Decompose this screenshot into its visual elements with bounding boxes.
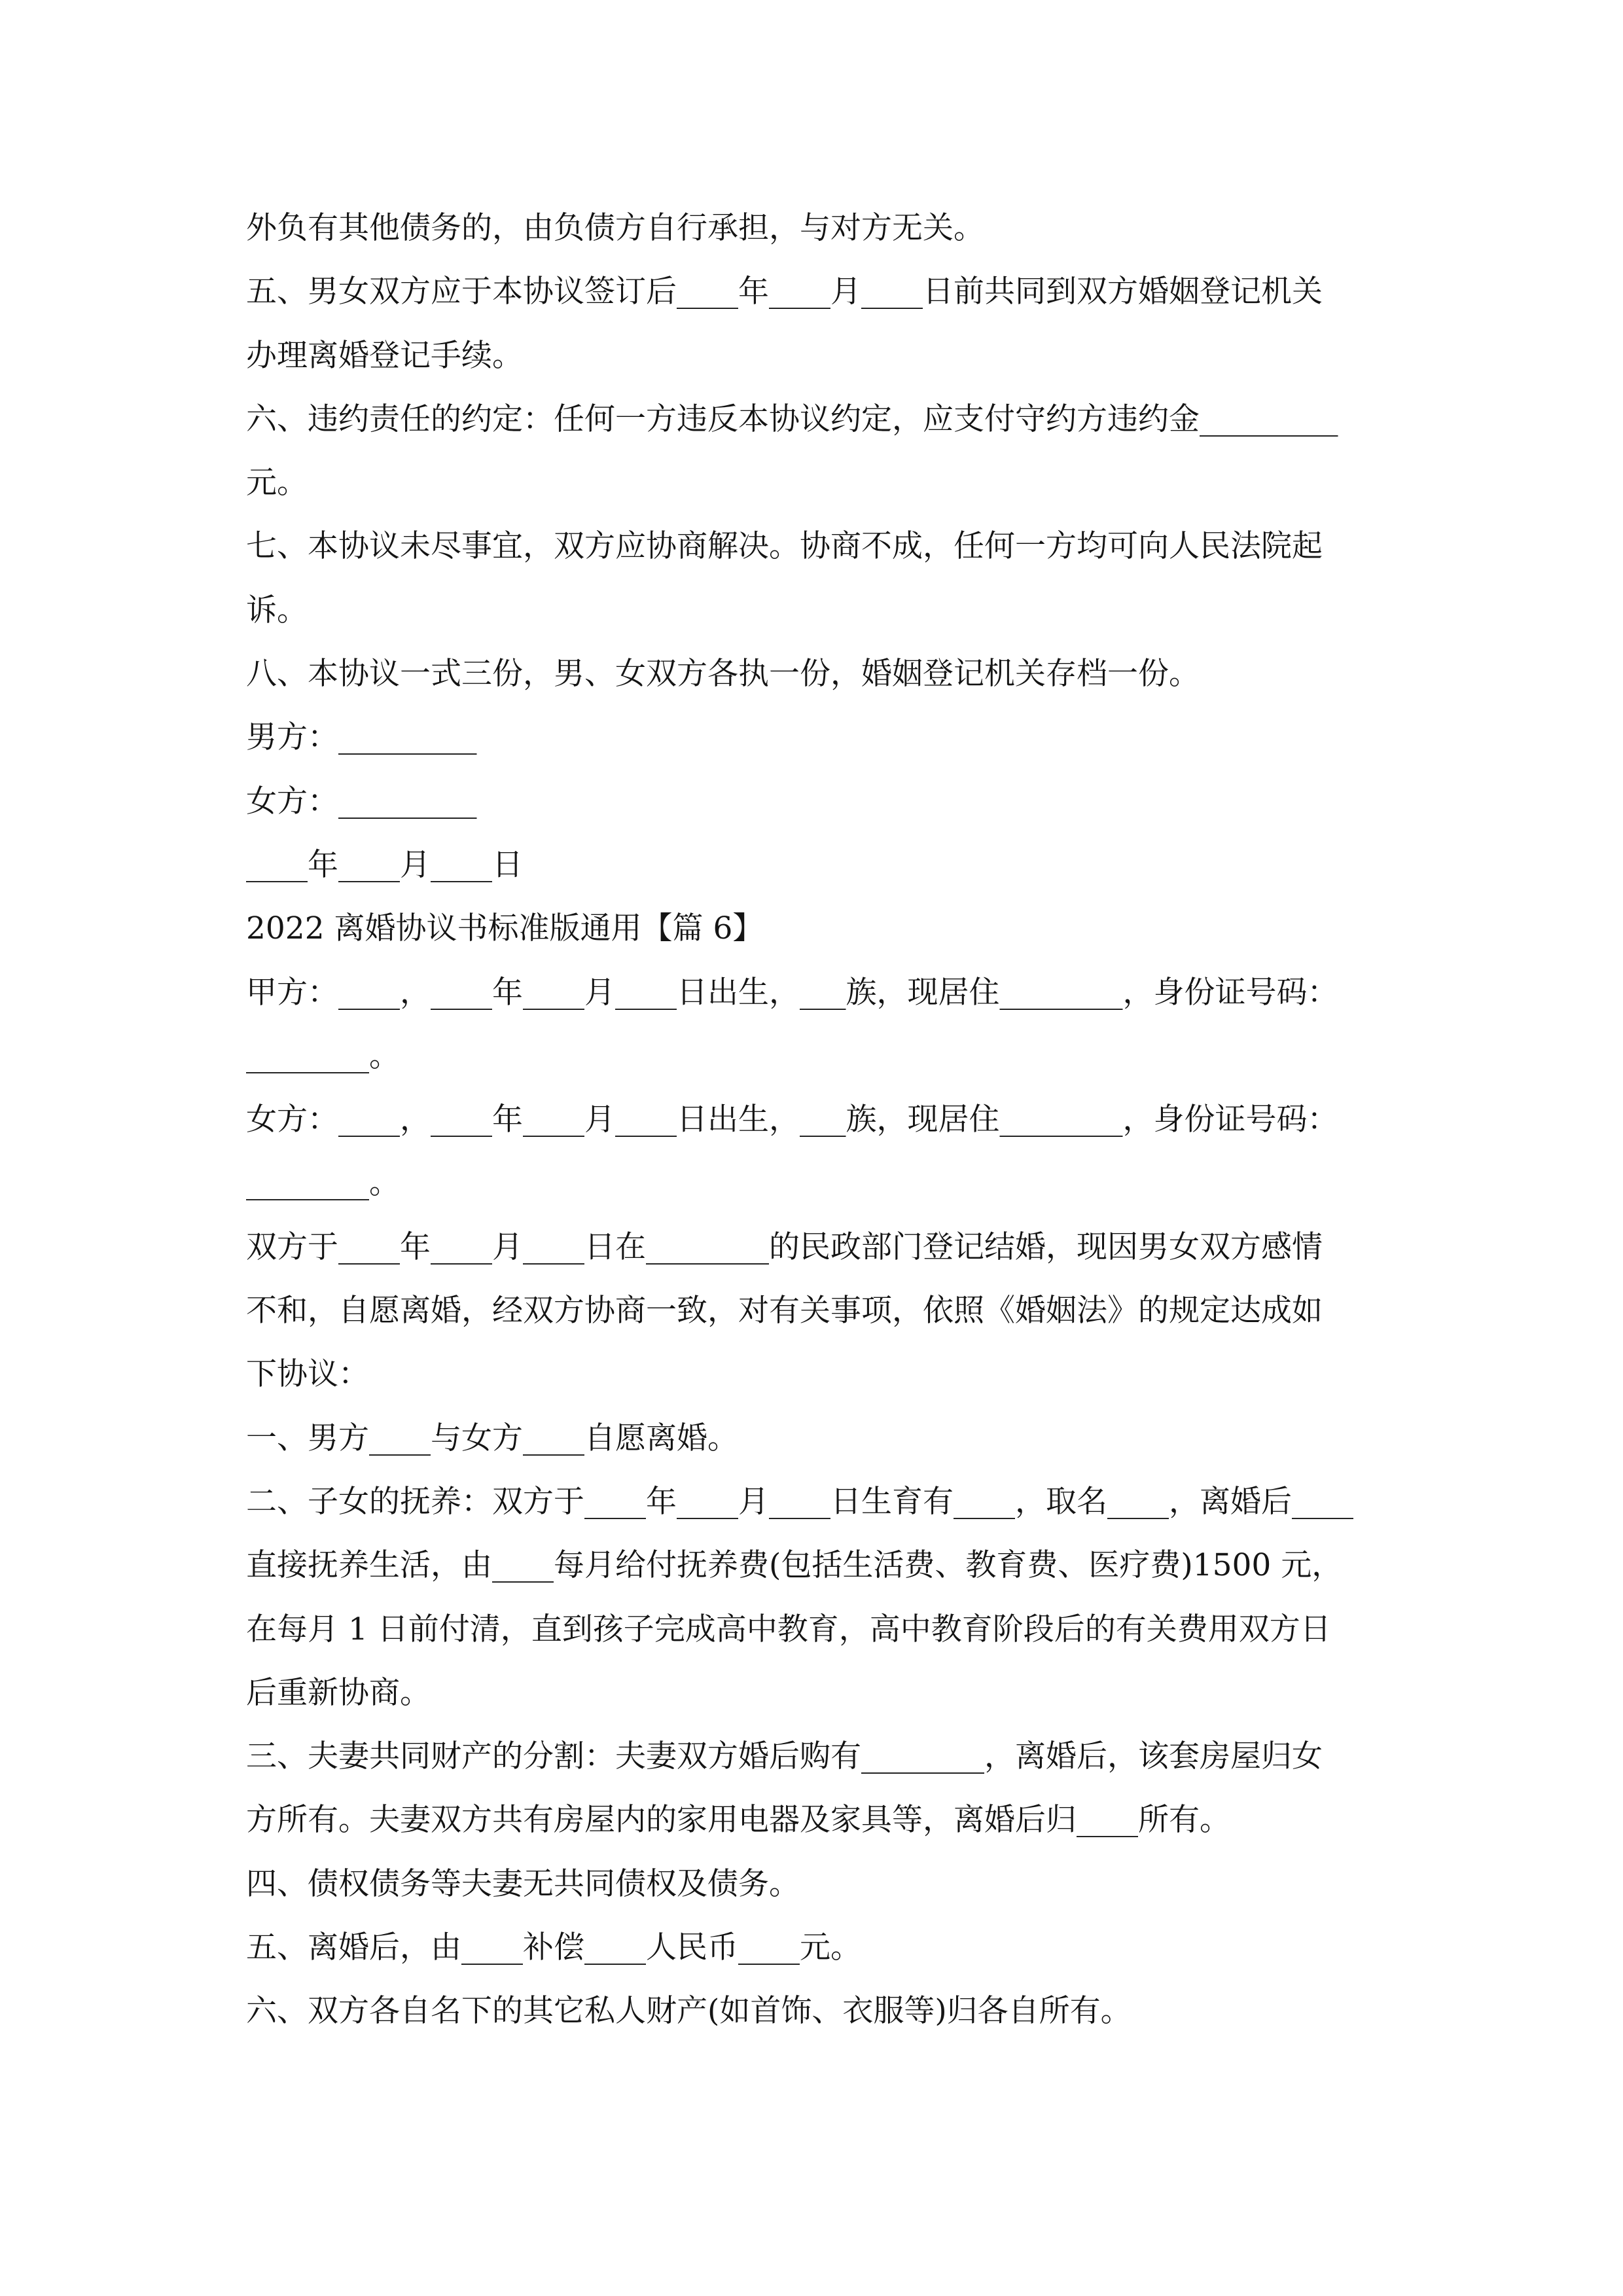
text-line: 元。 xyxy=(246,465,308,501)
text-line: 直接抚养生活，由____每月给付抚养费(包括生活费、教育费、医疗费)1500 元， xyxy=(246,1547,1343,1584)
text-line: 八、本协议一式三份，男、女双方各执一份，婚姻登记机关存档一份。 xyxy=(246,656,1200,692)
date-line: ____年____月____日 xyxy=(246,846,523,883)
text-line: 二、子女的抚养：双方于____年____月____日生育有____，取名____，离婚后____ xyxy=(246,1483,1353,1520)
text-line: 五、男女双方应于本协议签订后____年____月____日前共同到双方婚姻登记机关 xyxy=(246,274,1323,310)
text-line: 方所有。夫妻双方共有房屋内的家用电器及家具等，离婚后归____所有。 xyxy=(246,1802,1230,1839)
text-line: 在每月 1 日前付清，直到孩子完成高中教育，高中教育阶段后的有关费用双方日 xyxy=(246,1611,1331,1647)
section-title: 2022 离婚协议书标准版通用【篇 6】 xyxy=(246,910,764,947)
text-line: 后重新协商。 xyxy=(246,1674,431,1711)
signature-line-female: 女方：_________ xyxy=(246,783,477,819)
text-line: ________。 xyxy=(246,1165,400,1202)
text-line: 女方：____，____年____月____日出生，___族，现居住________，身份证号码： xyxy=(246,1102,1338,1138)
document-body xyxy=(246,196,1382,2043)
text-line: 不和，自愿离婚，经双方协商一致，对有关事项，依照《婚姻法》的规定达成如 xyxy=(246,1293,1323,1329)
text-line: 一、男方____与女方____自愿离婚。 xyxy=(246,1420,738,1456)
text-line: 四、债权债务等夫妻无共同债权及债务。 xyxy=(246,1865,800,1902)
text-line: 甲方：____，____年____月____日出生，___族，现居住________，身份证号码： xyxy=(246,974,1338,1011)
signature-line-male: 男方：_________ xyxy=(246,719,477,756)
text-line: 五、离婚后，由____补偿____人民币____元。 xyxy=(246,1929,861,1966)
text-line: 六、双方各自名下的其它私人财产(如首饰、衣服等)归各自所有。 xyxy=(246,1993,1132,2030)
text-line: 双方于____年____月____日在________的民政部门登记结婚，现因男女双方感情 xyxy=(246,1229,1323,1265)
text-line: 诉。 xyxy=(246,592,308,628)
text-line: 下协议： xyxy=(246,1356,369,1393)
text-line: 办理离婚登记手续。 xyxy=(246,337,523,374)
text-line: ________。 xyxy=(246,1037,400,1074)
text-line: 外负有其他债务的，由负债方自行承担，与对方无关。 xyxy=(246,210,984,246)
text-line: 七、本协议未尽事宜，双方应协商解决。协商不成，任何一方均可向人民法院起 xyxy=(246,528,1323,565)
text-line: 三、夫妻共同财产的分割：夫妻双方婚后购有________，离婚后，该套房屋归女 xyxy=(246,1738,1323,1775)
text-line: 六、违约责任的约定：任何一方违反本协议约定，应支付守约方违约金_________ xyxy=(246,401,1338,437)
